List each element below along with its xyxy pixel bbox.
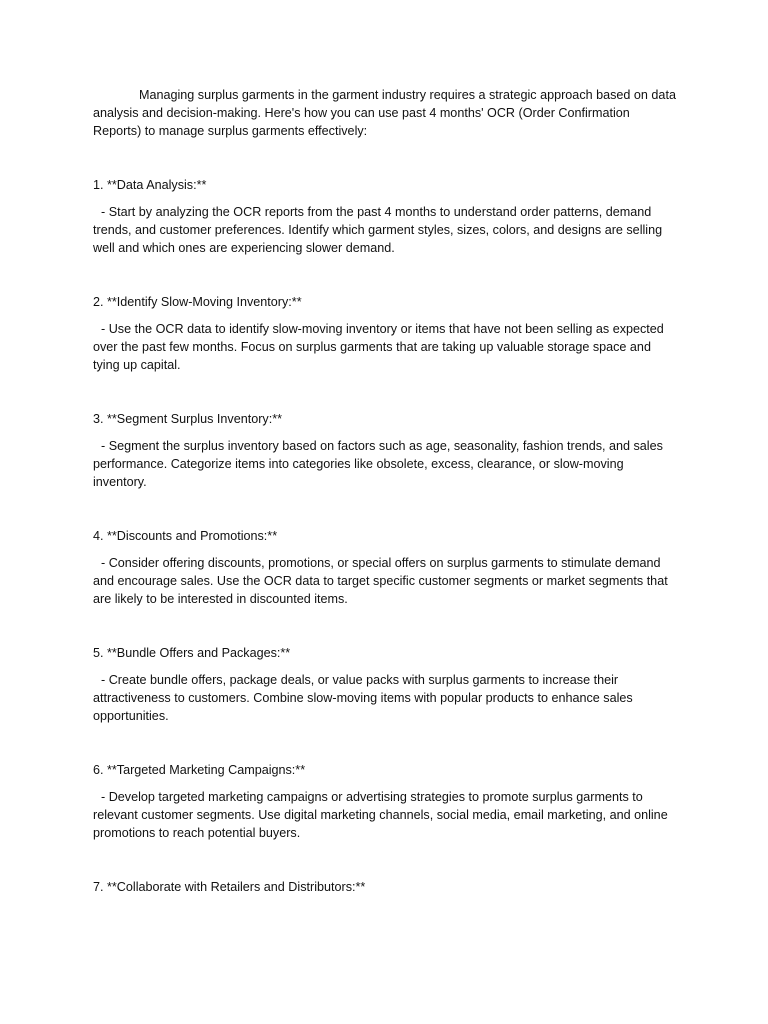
section-discounts-promotions <box>93 527 678 608</box>
section-bundle-offers <box>93 644 678 725</box>
section-body: - Create bundle offers, package deals, or value packs with surplus garments to increase their attractiveness to customers. Combine slow-moving items with popular products to enhance sales opportunities. <box>93 673 633 723</box>
section-heading: 2. **Identify Slow-Moving Inventory:** <box>93 295 302 309</box>
section-heading: 6. **Targeted Marketing Campaigns:** <box>93 763 306 777</box>
section-body: - Consider offering discounts, promotions, or special offers on surplus garments to stimulate demand and encourage sales. Use the OCR data to target specific customer segments or market segments that are likely to be interested in discounted items. <box>93 556 668 606</box>
section-heading: 4. **Discounts and Promotions:** <box>93 529 278 543</box>
document-body <box>93 86 678 905</box>
intro-paragraph: Managing surplus garments in the garment industry requires a strategic approach based on data analysis and decision-making. Here's how you can use past 4 months' OCR (Order Confirmation Reports) to manage surplus garments effectively: <box>93 88 676 138</box>
section-body: - Use the OCR data to identify slow-moving inventory or items that have not been selling as expected over the past few months. Focus on surplus garments that are taking up valuable storage space and tying up capital. <box>93 322 664 372</box>
section-heading: 3. **Segment Surplus Inventory:** <box>93 412 283 426</box>
section-data-analysis <box>93 176 678 257</box>
section-heading: 5. **Bundle Offers and Packages:** <box>93 646 291 660</box>
section-heading: 1. **Data Analysis:** <box>93 178 207 192</box>
section-body: - Develop targeted marketing campaigns or advertising strategies to promote surplus garments to relevant customer segments. Use digital marketing channels, social media, email marketing, and online promotions to reach potential buyers. <box>93 790 668 840</box>
section-segment-surplus <box>93 410 678 491</box>
section-heading: 7. **Collaborate with Retailers and Distributors:** <box>93 880 366 894</box>
section-targeted-marketing <box>93 761 678 842</box>
section-body: - Segment the surplus inventory based on factors such as age, seasonality, fashion trends, and sales performance. Categorize items into categories like obsolete, excess, clearance, or slow-moving inventory. <box>93 439 663 489</box>
section-body: - Start by analyzing the OCR reports from the past 4 months to understand order patterns, demand trends, and customer preferences. Identify which garment styles, sizes, colors, and designs are selling well and which ones are experiencing slower demand. <box>93 205 663 255</box>
section-collaborate-retailers <box>93 878 678 896</box>
section-identify-slow-moving <box>93 293 678 374</box>
